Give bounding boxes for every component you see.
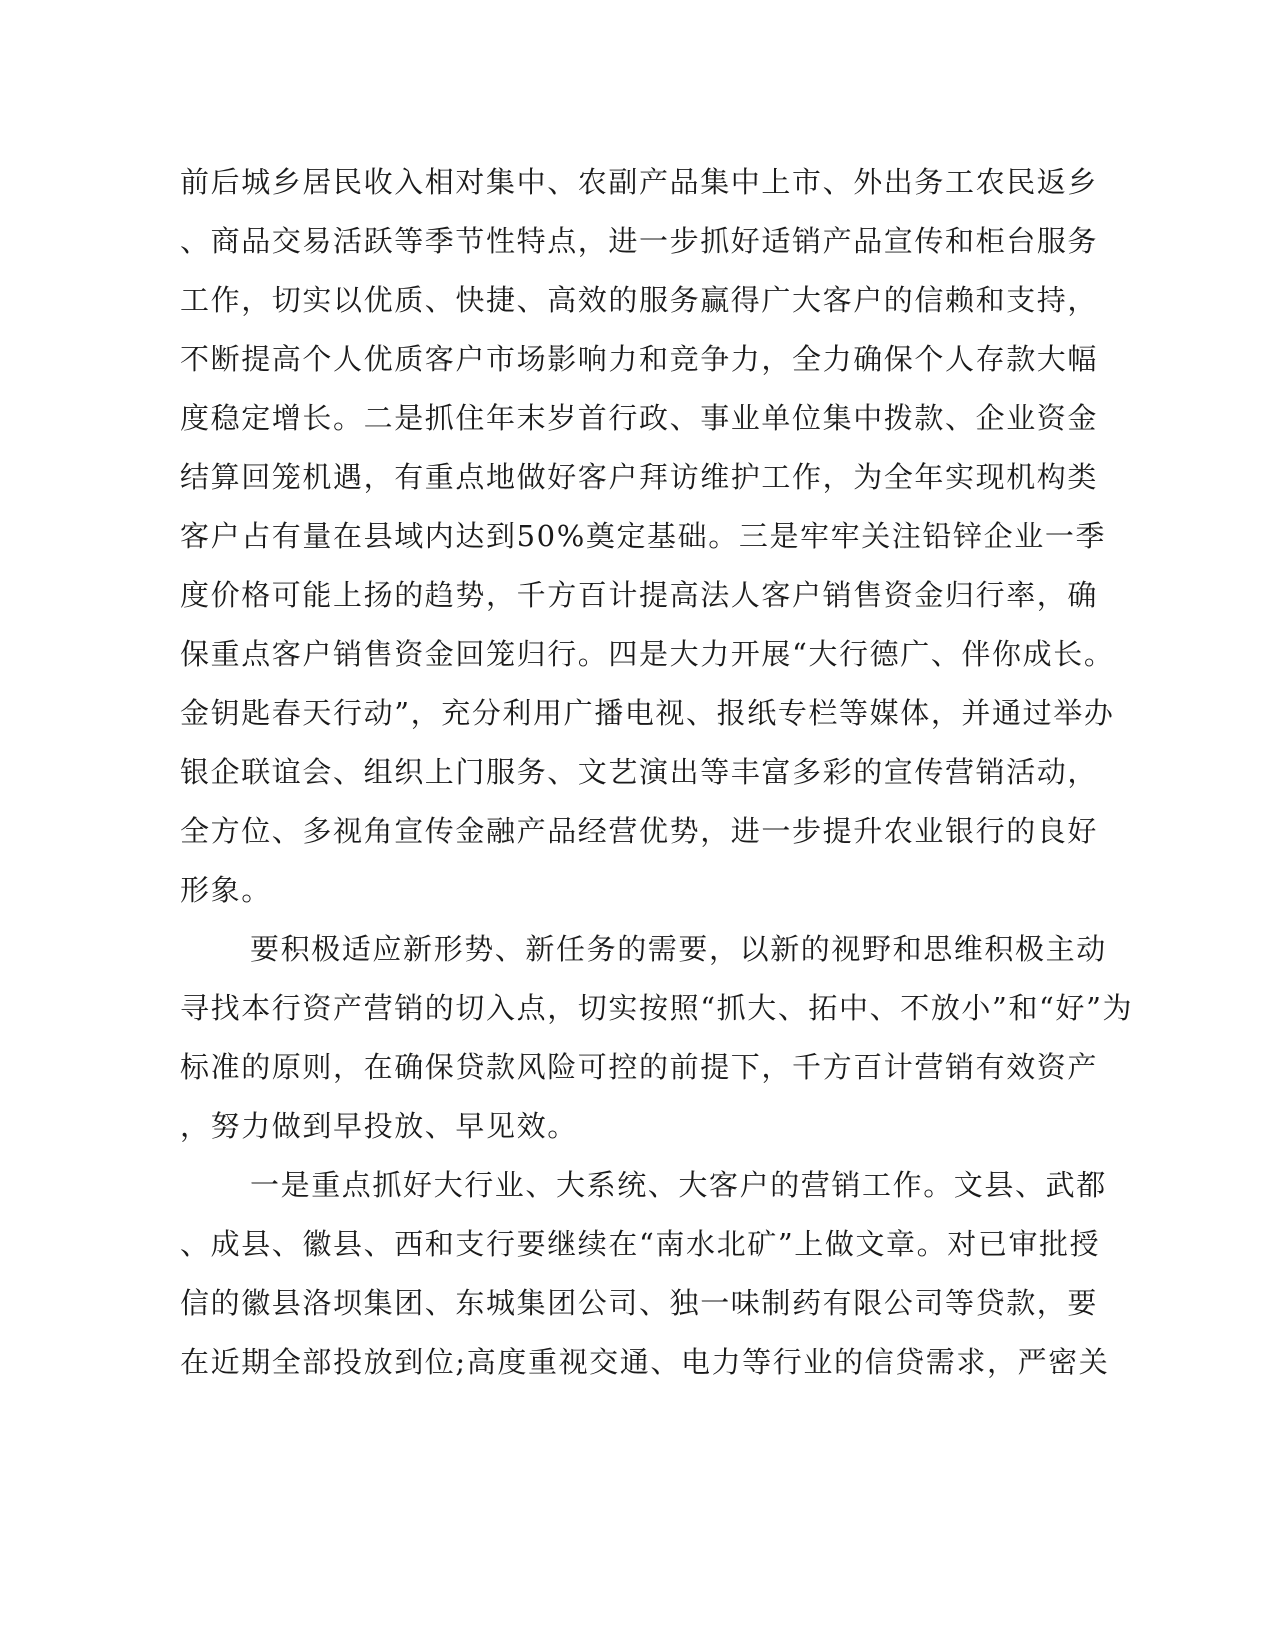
text-line: 要积极适应新形势、新任务的需要，以新的视野和思维积极主动 — [250, 932, 1107, 966]
text-line: 、商品交易活跃等季节性特点，进一步抓好适销产品宣传和柜台服务 — [180, 224, 1099, 258]
text-line: 信的徽县洛坝集团、东城集团公司、独一味制药有限公司等贷款，要 — [180, 1286, 1099, 1320]
text-line: 度稳定增长。二是抓住年末岁首行政、事业单位集中拨款、企业资金 — [180, 401, 1099, 435]
text-line: 客户占有量在县域内达到50%奠定基础。三是牢牢关注铅锌企业一季 — [180, 519, 1107, 553]
text-line: 保重点客户销售资金回笼归行。四是大力开展“大行德广、伴你成长。 — [180, 637, 1115, 671]
text-line: 寻找本行资产营销的切入点，切实按照“抓大、拓中、不放小”和“好”为 — [180, 991, 1134, 1025]
text-line: 前后城乡居民收入相对集中、农副产品集中上市、外出务工农民返乡 — [180, 165, 1099, 199]
text-line: 不断提高个人优质客户市场影响力和竞争力，全力确保个人存款大幅 — [180, 342, 1099, 376]
text-line: 工作，切实以优质、快捷、高效的服务赢得广大客户的信赖和支持， — [180, 283, 1099, 317]
text-line: 度价格可能上扬的趋势，千方百计提高法人客户销售资金归行率，确 — [180, 578, 1099, 612]
text-line: ，努力做到早投放、早见效。 — [180, 1109, 578, 1143]
text-line: 结算回笼机遇，有重点地做好客户拜访维护工作，为全年实现机构类 — [180, 460, 1099, 494]
text-line: 金钥匙春天行动”，充分利用广播电视、报纸专栏等媒体，并通过举办 — [180, 696, 1115, 730]
text-line: 在近期全部投放到位;高度重视交通、电力等行业的信贷需求，严密关 — [180, 1345, 1110, 1379]
text-line: 标准的原则，在确保贷款风险可控的前提下，千方百计营销有效资产 — [180, 1050, 1099, 1084]
text-line: 全方位、多视角宣传金融产品经营优势，进一步提升农业银行的良好 — [180, 814, 1099, 848]
text-line: 一是重点抓好大行业、大系统、大客户的营销工作。文县、武都 — [250, 1168, 1107, 1202]
text-line: 、成县、徽县、西和支行要继续在“南水北矿”上做文章。对已审批授 — [180, 1227, 1101, 1261]
text-line: 银企联谊会、组织上门服务、文艺演出等丰富多彩的宣传营销活动， — [180, 755, 1099, 789]
text-line: 形象。 — [180, 873, 272, 907]
